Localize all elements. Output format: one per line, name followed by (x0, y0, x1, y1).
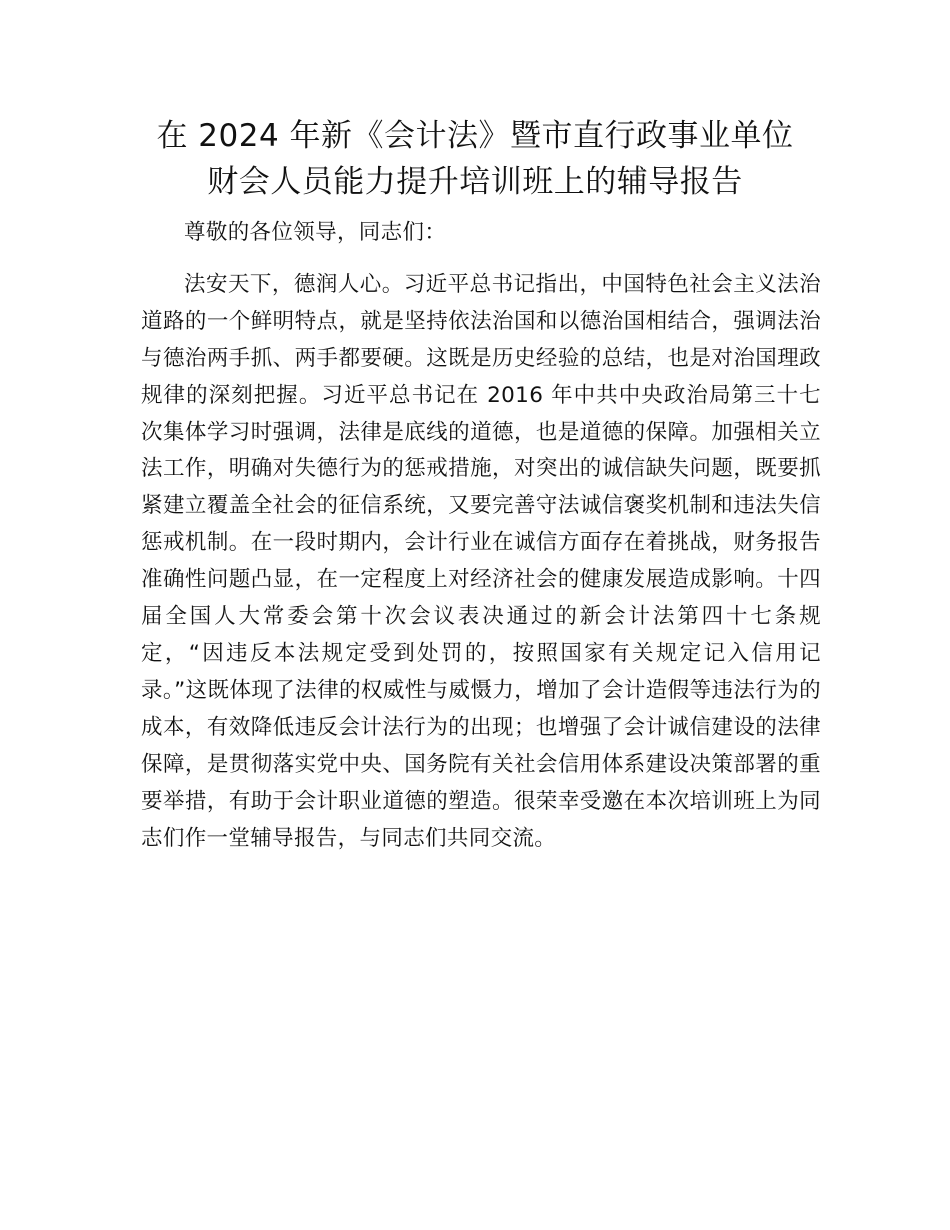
title-line-2: 财会人员能力提升培训班上的辅导报告 (207, 164, 743, 200)
document-body (141, 215, 821, 857)
salutation: 尊敬的各位领导，同志们： (184, 220, 447, 245)
body-paragraph: 法安天下，德润人心。习近平总书记指出，中国特色社会主义法治道路的一个鲜明特点，就是坚持依法治国和以德治国相结合，强调法治与德治两手抓、两手都要硬。这既是历史经验的总结，也是对治国理政规律的深刻把握。习近平总书记在 2016 年中共中央政治局第三十七次集体学习时强调，法律是底线的道德，也是道德的保障。加强相关立法工作，明确对失德行为的惩戒措施，对突出的诚信缺失问题，既要抓紧建立覆盖全社会的征信系统，又要完善守法诚信褒奖机制和违法失信惩戒机制。在一段时期内，会计行业在诚信方面存在着挑战，财务报告准确性问题凸显，在一定程度上对经济社会的健康发展造成影响。十四届全国人大常委会第十次会议表决通过的新会计法第四十七条规定，“因违反本法规定受到处罚的，按照国家有关规定记入信用记录。”这既体现了法律的权威性与威慑力，增加了会计造假等违法行为的成本，有效降低违反会计法行为的出现；也增强了会计诚信建设的法律保障，是贯彻落实党中央、国务院有关社会信用体系建设决策部署的重要举措，有助于会计职业道德的塑造。很荣幸受邀在本次培训班上为同志们作一堂辅导报告，与同志们共同交流。 (141, 271, 821, 851)
title-line-1: 在 2024 年新《会计法》暨市直行政事业单位 (156, 118, 794, 154)
document-title (100, 113, 850, 205)
